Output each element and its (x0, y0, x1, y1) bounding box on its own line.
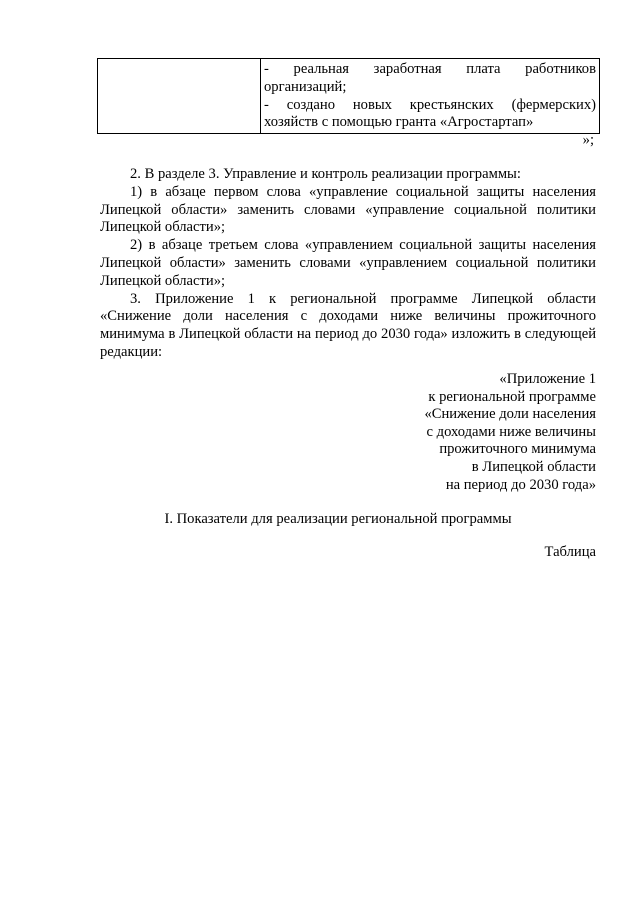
paragraph-section-3: 2. В разделе 3. Управление и контроль реализации программы: (130, 166, 521, 182)
cell-line: - создано новых крестьянских (фермерских) (264, 96, 596, 113)
cell-line: - реальная заработная плата работников (264, 61, 596, 77)
paragraph-item-3 (100, 291, 596, 362)
table-cell-right (261, 59, 600, 134)
paragraph-line: Липецкой области» заменить словами «управлением социальной политики Липецкой области»; (100, 254, 596, 289)
table-label: Таблица (544, 544, 596, 560)
appendix-header (336, 371, 596, 494)
paragraph-line: 1) в абзаце первом слова «управление социальной защиты населения (130, 183, 596, 200)
appendix-line: к региональной программе (428, 388, 596, 405)
cell-line: хозяйств с помощью гранта «Агростартап» (264, 114, 534, 131)
appendix-line: «Приложение 1 (499, 371, 596, 387)
appendix-line: с доходами ниже величины (426, 423, 596, 440)
appendix-line: на период до 2030 года» (445, 476, 596, 493)
appendix-line: в Липецкой области (471, 458, 596, 475)
paragraph-line: 3. Приложение 1 к региональной программе Липецкой области (130, 290, 596, 307)
table-cell-left (98, 59, 261, 134)
cell-line: организаций; (264, 78, 347, 95)
paragraph-item-1 (100, 184, 596, 237)
indicators-table-fragment (97, 58, 600, 134)
table-row (98, 59, 600, 134)
paragraph-line: 2) в абзаце третьем слова «управлением социальной защиты населения (130, 237, 596, 254)
section-heading: I. Показатели для реализации региональной программы (164, 511, 512, 527)
paragraph-line: Липецкой области» заменить словами «управление социальной политики Липецкой области»; (100, 201, 596, 236)
amendments-text (100, 166, 596, 362)
paragraph-line: «Снижение доли населения с доходами ниже величины прожиточного минимума в Липецкой области на период до 2030 года» изложить в следующей редакции: (100, 308, 596, 360)
appendix-line: прожиточного минимума (439, 441, 596, 458)
paragraph-item-2 (100, 237, 596, 290)
closing-quote: »; (582, 132, 594, 148)
appendix-line: «Снижение доли населения (424, 406, 596, 423)
